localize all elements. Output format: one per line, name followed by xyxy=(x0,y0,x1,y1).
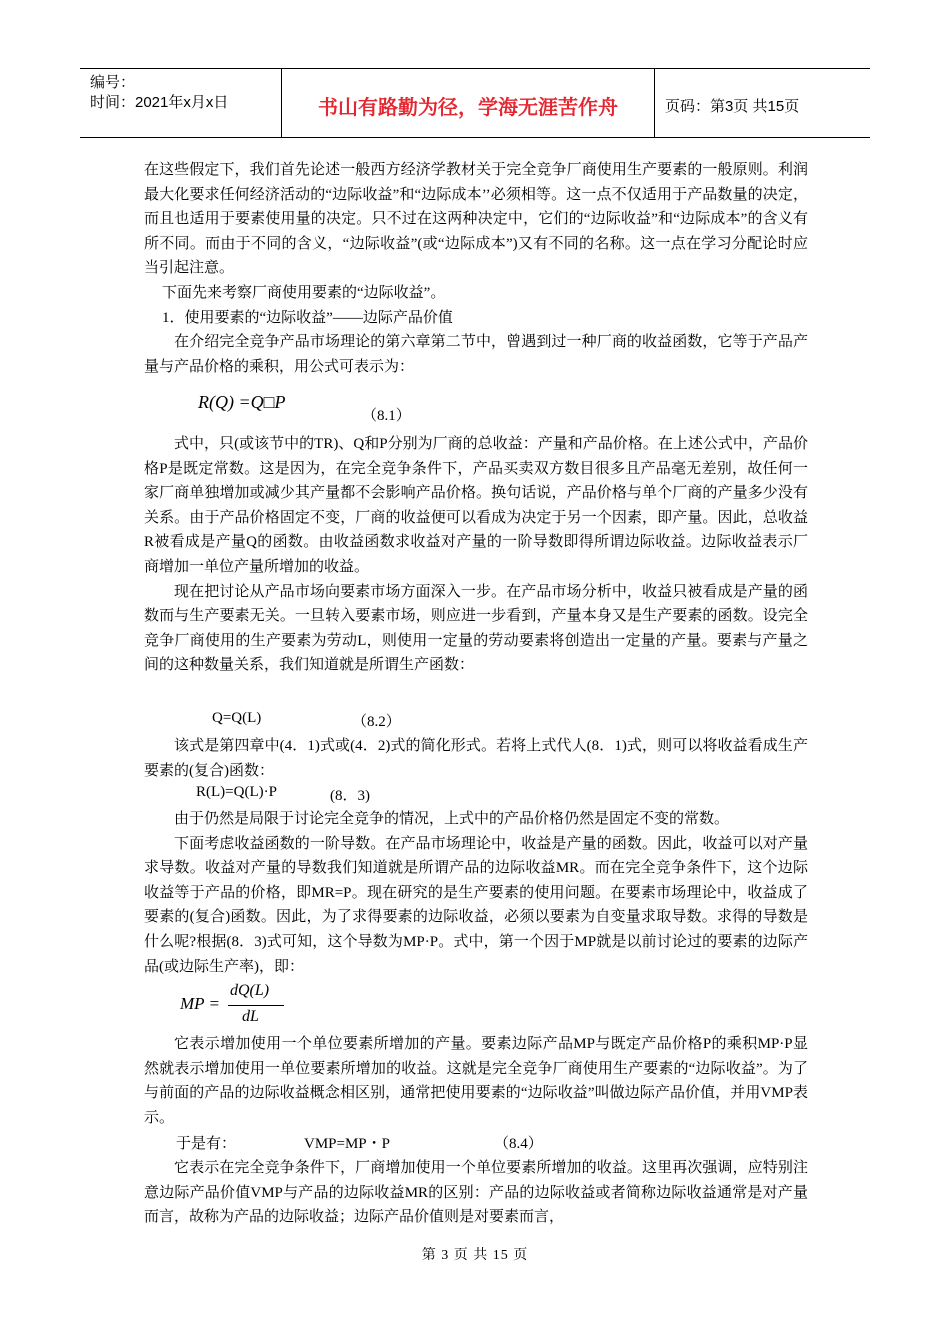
date-label: 时间：2021年x月x日 xyxy=(90,94,229,111)
paragraph: 在介绍完全竞争产品市场理论的第六章第二节中，曾遇到过一种厂商的收益函数，它等于产品产量与产品价格的乘积，用公式可表示为： xyxy=(144,334,808,375)
formula-lhs: MP = xyxy=(180,994,220,1013)
formula-expression: R(Q) =Q□P xyxy=(198,392,286,412)
body-section-4 xyxy=(144,807,808,979)
paragraph: 它表示增加使用一个单位要素所增加的产量。要素边际产品MP与既定产品价格P的乘积MP·P显然就表示增加使用一单位要素所增加的收益。这就是完全竞争厂商使用生产要素的“边际收益”。为了与前面的产品的边际收益概念相区别，通常把使用要素的“边际收益”叫做边际产品价值，并用VMP表示。 xyxy=(144,1036,808,1126)
paragraph: 式中，只(或该节中的TR)、Q和P分别为厂商的总收益：产量和产品价格。在上述公式中，产品价格P是既定常数。这是因为，在完全竞争条件下，产品买卖双方数目很多且产品毫无差别，故任何一家厂商单独增加或减少其产量都不会影响产品价格。换句话说，产品价格与单个厂商的产量多少没有关系。由于产品价格固定不变，厂商的收益便可以看成为决定于另一个因素，即产量。因此，总收益R被看成是产量Q的函数。由收益函数求收益对产量的一阶导数即得所谓边际收益。边际收益表示厂商增加一单位产量所增加的收益。 xyxy=(144,436,808,575)
formula-8-1 xyxy=(198,392,286,413)
formula-number: （8.1） xyxy=(362,408,411,424)
fraction-bar xyxy=(228,1005,284,1006)
paragraph: 下面先来考察厂商使用要素的“边际收益”。 xyxy=(162,284,446,301)
formula-prefix: 于是有： xyxy=(176,1136,237,1152)
formula-denominator: dL xyxy=(242,1008,259,1025)
formula-numerator: dQ(L) xyxy=(230,982,270,999)
body-section-2 xyxy=(144,432,808,678)
paragraph: 它表示在完全竞争条件下，厂商增加使用一个单位要素所增加的收益。这里再次强调，应特别注意边际产品价值VMP与产品的边际收益MR的区别：产品的边际收益或者简称边际收益通常是对产量而言，故称为产品的边际收益；边际产品价值则是对要素而言， xyxy=(144,1160,808,1226)
formula-mp xyxy=(180,982,290,1032)
header-meta xyxy=(90,73,280,113)
formula-number: （8.2） xyxy=(352,714,401,730)
page-header xyxy=(80,68,870,138)
paragraph: 在这些假定下，我们首先论述一般西方经济学教材关于完全竞争厂商使用生产要素的一般原则。利润最大化要求任何经济活动的“边际收益”和“边际成本’’必须相等。这一点不仅适用于产品数量的决定，而且也适用于要素使用量的决定。只不过在这两种决定中，它们的“边际收益”和“边际成本”的含义有所不同。而由于不同的含义，“边际收益”(或“边际成本”)又有不同的名称。这一点在学习分配论时应当引起注意。 xyxy=(144,162,808,277)
paragraph: 由于仍然是局限于讨论完全竞争的情况，上式中的产品价格仍然是固定不变的常数。 xyxy=(174,811,730,827)
formula-8-4: VMP=MP・P xyxy=(304,1136,390,1152)
body-section-6 xyxy=(144,1156,808,1230)
code-label: 编号： xyxy=(90,74,136,91)
paragraph: 该式是第四章中(4．1)式或(4．2)式的简化形式。若将上式代人(8．1)式，则可以将收益看成生产要素的(复合)函数： xyxy=(144,738,808,779)
formula-8-3: R(L)=Q(L)·P xyxy=(196,784,277,800)
header-page-label: 页码：第3页 共15页 xyxy=(665,97,800,115)
formula-number: （8.4） xyxy=(494,1136,543,1152)
body-section-5 xyxy=(144,1032,808,1130)
header-divider xyxy=(654,69,655,137)
body-section-3 xyxy=(144,734,808,783)
section-heading: 1．使用要素的“边际收益”——边际产品价值 xyxy=(162,309,453,326)
paragraph: 现在把讨论从产品市场向要素市场方面深入一步。在产品市场分析中，收益只被看成是产量的函数而与生产要素无关。一旦转入要素市场，则应进一步看到，产量本身又是生产要素的函数。设完全竞争厂商使用的生产要素为劳动L，则使用一定量的劳动要素将创造出一定量的产量。要素与产量之间的这种数量关系，我们知道就是所谓生产函数： xyxy=(144,583,808,674)
paragraph: 下面考虑收益函数的一阶导数。在产品市场理论中，收益是产量的函数。因此，收益可以对产量求导数。收益对产量的导数我们知道就是所谓产品的边际收益MR。而在完全竞争条件下，这个边际收益等于产品的价格，即MR=P。现在研究的是生产要素的使用问题。在要素市场理论中，收益成了要素的(复合)函数。因此，为了求得要素的边际收益，必须以要素为自变量求取导数。求得的导数是什么呢?根据(8．3)式可知，这个导数为MP·P。式中，第一个因于MP就是以前讨论过的要素的边际产品(或边际生产率)，即： xyxy=(144,835,808,975)
page-footer: 第 3 页 共 15 页 xyxy=(421,1248,529,1263)
formula-number: (8．3) xyxy=(330,788,370,804)
header-motto: 书山有路勤为径，学海无涯苦作舟 xyxy=(318,94,618,119)
formula-8-2: Q=Q(L) xyxy=(212,710,262,726)
body-section-1 xyxy=(144,158,808,379)
